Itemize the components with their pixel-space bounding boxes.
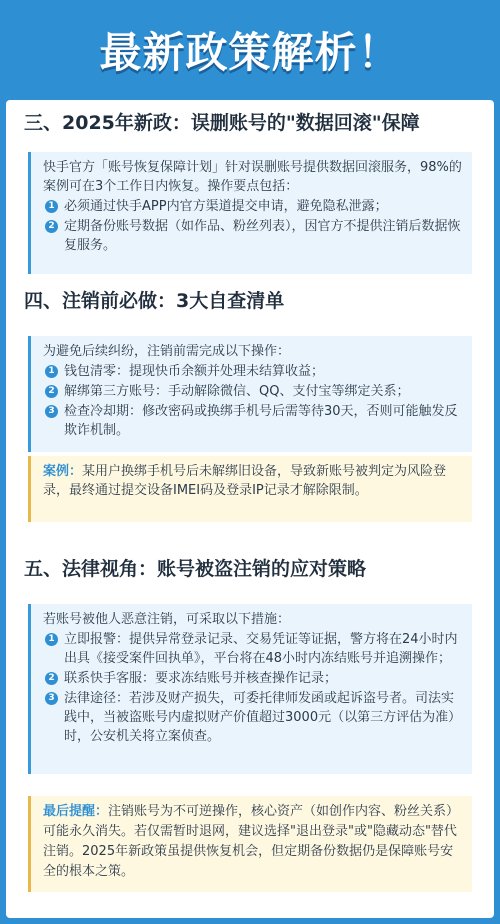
final-label: 最后提醒： xyxy=(43,804,109,819)
number-badge-icon: 2 xyxy=(45,220,58,233)
number-badge-icon: 1 xyxy=(45,633,58,646)
page-title: 最新政策解析！ xyxy=(99,28,401,77)
list-item-text: 检查冷却期：修改密码或换绑手机号后需等待30天，否则可能触发反欺诈机制。 xyxy=(64,404,458,438)
list-item-text: 定期备份账号数据（如作品、粉丝列表），因官方不提供注销后数据恢复服务。 xyxy=(64,219,461,253)
section-5-intro: 若账号被他人恶意注销，可采取以下措施： xyxy=(43,612,291,627)
list-item xyxy=(43,217,462,255)
section-4-card xyxy=(28,336,472,452)
case-note xyxy=(28,456,472,522)
case-text: 某用户换绑手机号后未解绑旧设备，导致新账号被判定为风险登录，最终通过提交设备IMEI码及登录IP记录才解除限制。 xyxy=(43,464,447,498)
title-banner xyxy=(0,0,500,100)
list-item xyxy=(43,669,462,688)
list-item-text: 联系快手客服：要求冻结账号并核查操作记录； xyxy=(64,671,338,686)
content-sheet xyxy=(6,100,494,918)
section-5-card xyxy=(28,604,472,774)
list-item-text: 钱包清零：提现快币余额并处理未结算收益； xyxy=(64,364,325,379)
list-item-text: 必须通过快手APP内官方渠道提交申请，避免隐私泄露； xyxy=(64,199,388,214)
number-badge-icon: 3 xyxy=(45,405,58,418)
list-item xyxy=(43,197,462,216)
list-item xyxy=(43,689,462,746)
list-item xyxy=(43,630,462,668)
list-item-text: 解绑第三方账号：手动解除微信、QQ、支付宝等绑定关系； xyxy=(64,384,410,399)
number-badge-icon: 1 xyxy=(45,200,58,213)
number-badge-icon: 1 xyxy=(45,365,58,378)
list-item xyxy=(43,362,462,381)
number-badge-icon: 3 xyxy=(45,692,58,705)
final-reminder xyxy=(28,796,472,892)
list-item-text: 立即报警：提供异常登录记录、交易凭证等证据，警方将在24小时内出具《接受案件回执单》，平台将在48小时内冻结账号并追溯操作； xyxy=(64,632,458,666)
section-title-3: 三、2025年新政：误删账号的"数据回滚"保障 xyxy=(24,112,420,134)
section-title-5: 五、法律视角：账号被盗注销的应对策略 xyxy=(24,558,367,580)
number-badge-icon: 2 xyxy=(45,385,58,398)
list-item-text: 法律途径：若涉及财产损失，可委托律师发函或起诉盗号者。司法实践中，当被盗账号内虚拟财产价值超过3000元（以第三方评估为准）时，公安机关将立案侦查。 xyxy=(64,691,462,744)
list-item xyxy=(43,402,462,440)
case-label: 案例： xyxy=(43,464,83,479)
section-title-4: 四、注销前必做：3大自查清单 xyxy=(24,290,285,312)
final-text: 注销账号为不可逆操作，核心资产（如创作内容、粉丝关系）可能永久消失。若仅需暂时退网，建议选择"退出登录"或"隐藏动态"替代注销。2025年新政策虽提供恢复机会，但定期备份数据仍是保障账号安全的根本之策。 xyxy=(43,804,460,879)
section-3-card xyxy=(28,152,472,274)
section-4-intro: 为避免后续纠纷，注销前需完成以下操作： xyxy=(43,344,291,359)
section-3-intro: 快手官方「账号恢复保障计划」针对误删账号提供数据回滚服务，98%的案例可在3个工作日内恢复。操作要点包括： xyxy=(43,160,462,194)
list-item xyxy=(43,382,462,401)
number-badge-icon: 2 xyxy=(45,672,58,685)
